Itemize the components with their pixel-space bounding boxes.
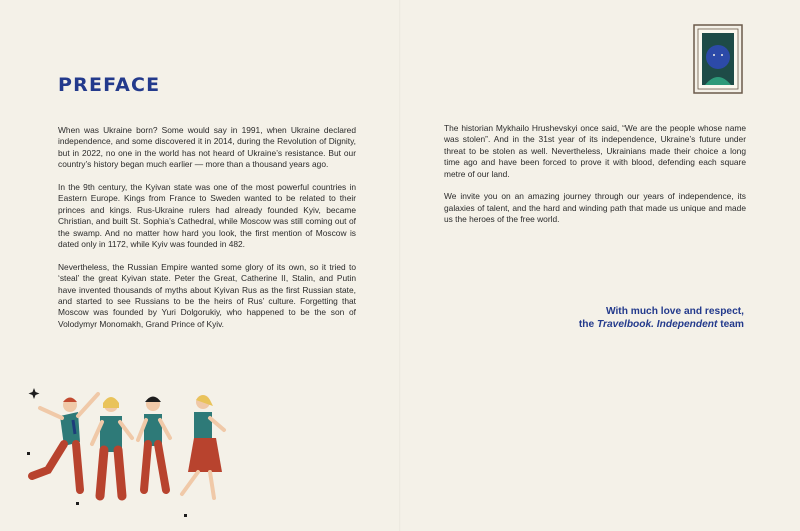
signoff-prefix: the xyxy=(578,318,597,330)
left-text-column xyxy=(58,125,356,342)
framed-portrait-icon xyxy=(693,24,743,94)
paragraph: The historian Mykhailo Hrushevskyi once said, “We are the people whose name was stolen”. And in the 31st year of its independence, Ukraine’s future under threat to be stolen as well. Nevertheless, Ukrainians made their choice a long time ago and have been forced to prove it with blood, defending each square metre of our land. xyxy=(444,123,746,179)
paragraph: We invite you on an amazing journey through our years of independence, its galaxies of talent, and the hard and winding path that made us unique and made us the heroes of the free world. xyxy=(444,191,746,225)
signoff-line: With much love and respect, xyxy=(605,306,744,317)
paragraph: When was Ukraine born? Some would say in 1991, when Ukraine declared independence, and some discovered it in 2014, during the Revolution of Dignity, but in 2022, no one in the world has not heard of Ukraine’s resistance. But our country’s history began much earlier — more than a thousand years ago. xyxy=(58,125,356,170)
figure-4 xyxy=(182,395,224,498)
paragraph: Nevertheless, the Russian Empire wanted some glory of its own, so it tried to ‘steal’ the great Kyivan state. Peter the Great, Catherine II, Stalin, and Putin have invented thousands of myths about Kyivan Rus as the first Russian state, and started to see Russians to be the heirs of Rus’ culture. Forgetting that Moscow was founded by Yuri Dolgorukiy, who happened to be the son of Volodymyr Monomakh, Grand Prince of Kyiv. xyxy=(58,261,356,329)
dancing-people-illustration xyxy=(18,372,248,527)
right-page xyxy=(400,0,800,531)
figure-3 xyxy=(138,397,170,491)
right-text-column xyxy=(444,123,746,237)
signoff-team-line xyxy=(579,319,744,332)
figure-1 xyxy=(32,394,98,490)
page-title: PREFACE xyxy=(58,74,161,96)
paragraph: In the 9th century, the Kyivan state was one of the most powerful countries in Eastern Europe. Kings from France to Sweden wanted to be related to their princes and kings. Rus-Ukraine rulers had already founded Kyiv, became Christian, and built St. Sophia’s Cathedral, while Moscow was still coming out of the swamp. And no matter how hard you look, the first mention of Moscow is dated only in 1172, while Kyiv was founded in 482. xyxy=(58,182,356,250)
signoff xyxy=(579,306,744,331)
team-name: Travelbook. Independent xyxy=(596,318,718,330)
signoff-suffix: team xyxy=(717,318,744,330)
figure-2 xyxy=(92,397,132,496)
